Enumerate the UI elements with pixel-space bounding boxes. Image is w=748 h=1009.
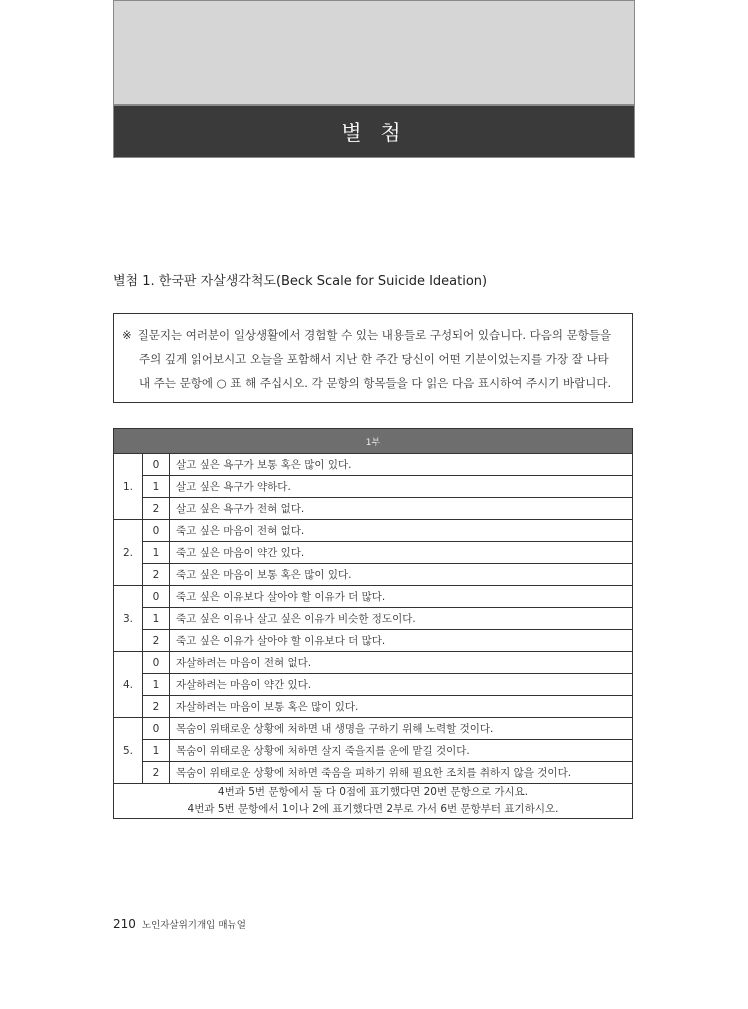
instructions-box — [113, 313, 633, 403]
question-number: 3. — [114, 586, 143, 652]
option-text: 자살하려는 마음이 전혀 없다. — [170, 652, 633, 674]
table-row — [114, 674, 633, 696]
table-row — [114, 740, 633, 762]
option-score: 0 — [143, 652, 170, 674]
table-row — [114, 476, 633, 498]
option-text: 죽고 싶은 이유보다 살아야 할 이유가 더 많다. — [170, 586, 633, 608]
option-text: 자살하려는 마음이 보통 혹은 많이 있다. — [170, 696, 633, 718]
option-text: 목숨이 위태로운 상황에 처하면 죽음을 피하기 위해 필요한 조치를 취하지 않을 것이다. — [170, 762, 633, 784]
note-line: 4번과 5번 문항에서 1이나 2에 표기했다면 2부로 가서 6번 문항부터 표기하시오. — [187, 803, 559, 815]
table-note-row — [114, 784, 633, 819]
table-row — [114, 454, 633, 476]
option-text: 죽고 싶은 이유나 살고 싶은 이유가 비슷한 정도이다. — [170, 608, 633, 630]
option-score: 2 — [143, 564, 170, 586]
option-text: 죽고 싶은 마음이 보통 혹은 많이 있다. — [170, 564, 633, 586]
option-score: 2 — [143, 696, 170, 718]
table-row — [114, 498, 633, 520]
option-score: 1 — [143, 608, 170, 630]
table-row — [114, 696, 633, 718]
option-score: 1 — [143, 740, 170, 762]
option-score: 2 — [143, 498, 170, 520]
table-row — [114, 542, 633, 564]
reference-mark: ※ — [122, 328, 132, 342]
instruction-text: 질문지는 여러분이 일상생활에서 경험할 수 있는 내용들로 구성되어 있습니다. 다음의 문항들을 — [137, 328, 612, 342]
instruction-line: 주의 깊게 읽어보시고 오늘을 포함해서 지난 한 주간 당신이 어떤 기분이었는지를 가장 잘 나타 — [139, 352, 609, 366]
option-text: 살고 싶은 욕구가 보통 혹은 많이 있다. — [170, 454, 633, 476]
table-header-row — [114, 429, 633, 454]
option-score: 0 — [143, 520, 170, 542]
option-score: 0 — [143, 718, 170, 740]
part-header: 1부 — [114, 429, 633, 454]
option-text: 죽고 싶은 마음이 전혀 없다. — [170, 520, 633, 542]
banner-top-panel — [113, 0, 635, 105]
question-number: 1. — [114, 454, 143, 520]
option-text: 목숨이 위태로운 상황에 처하면 내 생명을 구하기 위해 노력할 것이다. — [170, 718, 633, 740]
option-score: 2 — [143, 630, 170, 652]
question-number: 5. — [114, 718, 143, 784]
instruction-line: 내 주는 문항에 ○ 표 해 주십시오. 각 문항의 항목들을 다 읽은 다음 표시하여 주시기 바랍니다. — [139, 376, 612, 390]
option-text: 살고 싶은 욕구가 약하다. — [170, 476, 633, 498]
question-number: 4. — [114, 652, 143, 718]
option-text: 자살하려는 마음이 약간 있다. — [170, 674, 633, 696]
table-row — [114, 630, 633, 652]
table-row — [114, 652, 633, 674]
section-title: 별첨 1. 한국판 자살생각척도(Beck Scale for Suicide Ideation) — [113, 274, 488, 289]
option-text: 죽고 싶은 마음이 약간 있다. — [170, 542, 633, 564]
manual-title: 노인자살위기개입 매뉴얼 — [141, 920, 246, 931]
page-number: 210 — [113, 917, 136, 931]
option-score: 1 — [143, 476, 170, 498]
instruction-line — [122, 323, 632, 347]
table-row — [114, 718, 633, 740]
option-text: 살고 싶은 욕구가 전혀 없다. — [170, 498, 633, 520]
option-text: 죽고 싶은 이유가 살아야 할 이유보다 더 많다. — [170, 630, 633, 652]
page-footer — [113, 917, 246, 931]
table-row — [114, 520, 633, 542]
banner-title-bar — [113, 105, 635, 158]
table-row — [114, 564, 633, 586]
scale-table — [113, 428, 633, 819]
option-score: 0 — [143, 586, 170, 608]
table-row — [114, 762, 633, 784]
option-text: 목숨이 위태로운 상황에 처하면 살지 죽을지를 운에 맡길 것이다. — [170, 740, 633, 762]
table-row — [114, 608, 633, 630]
option-score: 0 — [143, 454, 170, 476]
note-line: 4번과 5번 문항에서 둘 다 0점에 표기했다면 20번 문항으로 가시요. — [217, 786, 529, 798]
question-number: 2. — [114, 520, 143, 586]
appendix-title: 별 첨 — [341, 120, 407, 145]
option-score: 1 — [143, 674, 170, 696]
option-score: 1 — [143, 542, 170, 564]
skip-instruction-note — [114, 784, 633, 819]
option-score: 2 — [143, 762, 170, 784]
table-row — [114, 586, 633, 608]
